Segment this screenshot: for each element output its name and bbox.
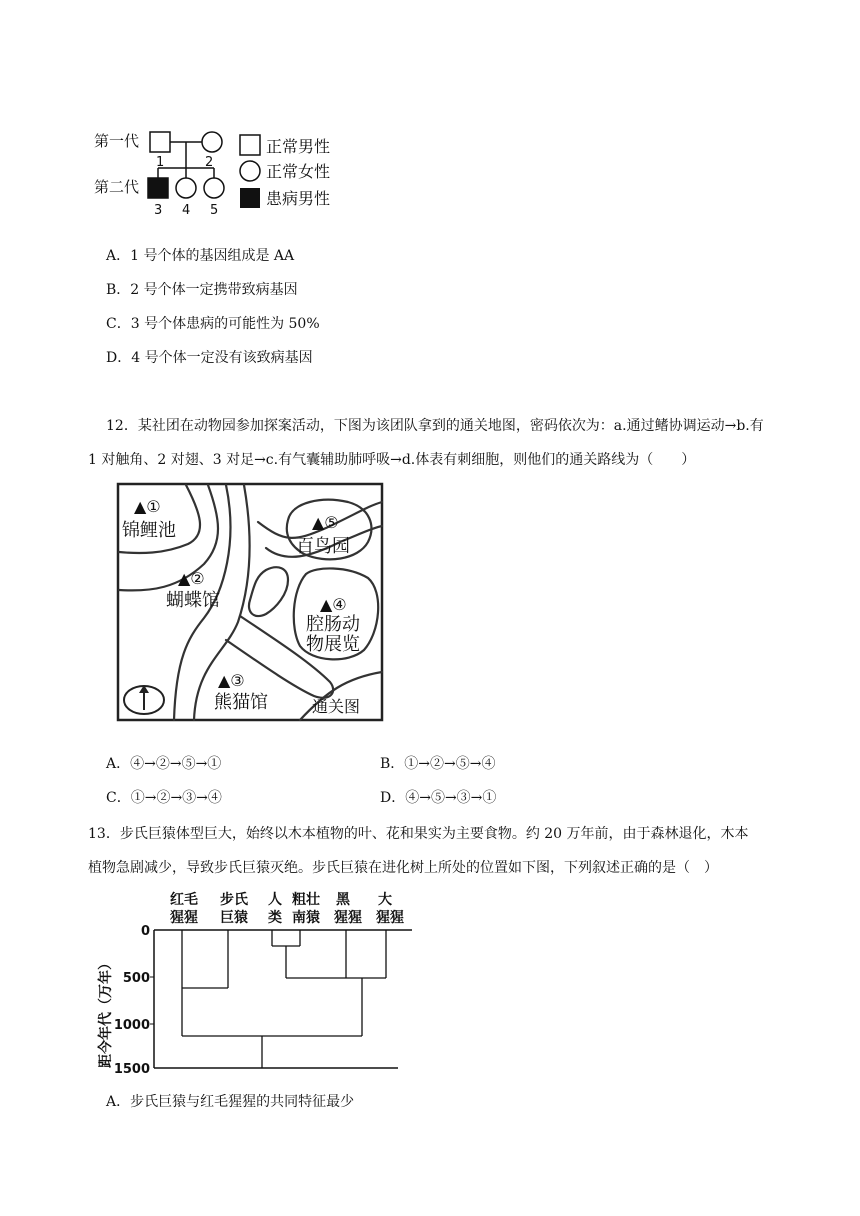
q12-stem-line2: 1 对触角、2 对翅、3 对足→c.有气囊辅助肺呼吸→d.体表有刺细胞，则他们的通关路线为（ ）	[88, 452, 696, 468]
gen2-label: 第二代	[94, 178, 140, 196]
q11-option-b: B．2 号个体一定携带致病基因	[106, 282, 298, 298]
site-5-name: 百鸟园	[296, 536, 350, 557]
site-1-marker: ▲①	[134, 497, 161, 516]
q12-stem-line1: 12．某社团在动物园参加探案活动，下图为该团队拿到的通关地图，密码依次为：a.通过鳍协调运动→b.有	[106, 418, 764, 434]
number-4: 4	[182, 203, 191, 218]
species-orangutan-line1: 红毛	[170, 892, 198, 908]
legend-normal-male-icon	[240, 135, 260, 155]
species-paranthropus-line2: 南猿	[292, 910, 320, 926]
individual-3-affected-male	[148, 178, 168, 198]
individual-2-normal-female	[202, 132, 222, 152]
site-2-marker: ▲②	[178, 569, 205, 588]
species-chimpanzee-line2: 猩猩	[334, 910, 362, 926]
species-chimpanzee-line1: 黑	[336, 892, 350, 908]
q12-option-d: D．④→⑤→③→①	[380, 790, 497, 806]
species-gigantopithecus-line1: 步氏	[220, 892, 248, 908]
site-3-marker: ▲③	[218, 671, 245, 690]
q12-option-c: C．①→②→③→④	[106, 790, 222, 806]
tick-500: 500	[122, 971, 150, 986]
species-gorilla-line1: 大	[378, 892, 392, 908]
site-1-name: 锦鲤池	[122, 520, 176, 541]
species-orangutan-line2: 猩猩	[170, 910, 198, 926]
number-1: 1	[156, 155, 165, 170]
species-gorilla-line2: 猩猩	[376, 910, 404, 926]
site-3-name: 熊猫馆	[214, 692, 268, 713]
species-human-line2: 类	[268, 910, 282, 926]
site-5-marker: ▲⑤	[312, 513, 339, 532]
site-4-name-line2: 物展览	[306, 634, 360, 655]
number-3: 3	[154, 203, 163, 218]
legend-normal-female: 正常女性	[266, 162, 331, 181]
species-human-line1: 人	[268, 892, 282, 908]
q13-stem-line1: 13．步氏巨猿体型巨大，始终以木本植物的叶、花和果实为主要食物。约 20 万年前，由于森林退化，木本	[88, 826, 749, 842]
q11-option-c: C．3 号个体患病的可能性为 50%	[106, 316, 320, 332]
site-4-marker: ▲④	[320, 595, 347, 614]
time-axis-label: 距今年代（万年）	[98, 956, 114, 1068]
q11-option-a: A．1 号个体的基因组成是 AA	[106, 248, 295, 264]
gen1-label: 第一代	[94, 132, 140, 150]
q12-option-a: A．④→②→⑤→①	[106, 756, 222, 772]
individual-1-normal-male	[150, 132, 170, 152]
map-title: 通关图	[312, 697, 361, 716]
q12-option-b: B．①→②→⑤→④	[380, 756, 496, 772]
site-2-name: 蝴蝶馆	[166, 590, 220, 611]
evolution-tree	[88, 888, 418, 1080]
q13-option-a: A．步氏巨猿与红毛猩猩的共同特征最少	[106, 1094, 355, 1110]
tick-0: 0	[140, 924, 150, 939]
individual-4-normal-female	[176, 178, 196, 198]
number-2: 2	[205, 155, 214, 170]
legend-affected-male: 患病男性	[266, 189, 331, 208]
legend-normal-female-icon	[240, 161, 260, 181]
q11-option-d: D．4 号个体一定没有该致病基因	[106, 350, 313, 366]
tick-1500: 1500	[113, 1062, 150, 1077]
legend-normal-male: 正常男性	[266, 137, 331, 156]
individual-5-normal-female	[204, 178, 224, 198]
site-4-name-line1: 腔肠动	[306, 614, 360, 635]
pedigree-diagram	[88, 126, 350, 222]
tick-1000: 1000	[113, 1018, 150, 1033]
species-paranthropus-line1: 粗壮	[292, 892, 320, 908]
q13-stem-line2: 植物急剧减少，导致步氏巨猿灭绝。步氏巨猿在进化树上所处的位置如下图，下列叙述正确的是（ ）	[88, 860, 718, 876]
species-gigantopithecus-line2: 巨猿	[220, 910, 248, 926]
legend-affected-male-icon	[240, 188, 260, 208]
number-5: 5	[210, 203, 219, 218]
zoo-map	[116, 482, 384, 722]
